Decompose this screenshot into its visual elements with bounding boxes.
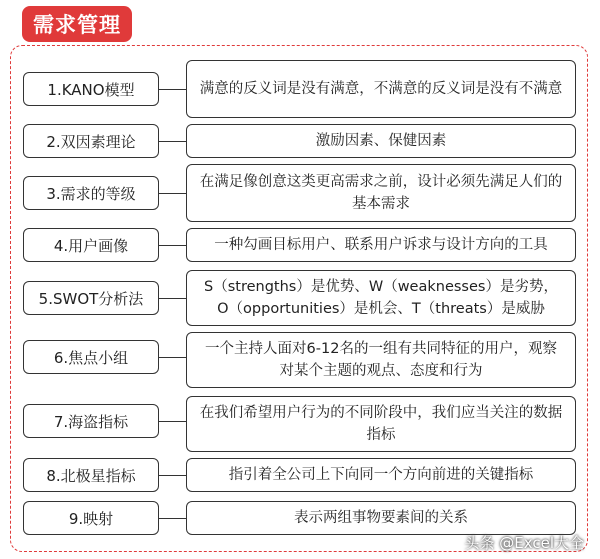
connector-line [159,475,186,476]
concept-label: 7.海盗指标 [23,404,159,438]
connector-line [159,141,186,142]
concept-description: S（strengths）是优势、W（weaknesses）是劣势，O（opportunities）是机会、T（threats）是威胁 [186,270,576,326]
concept-description: 在我们希望用户行为的不同阶段中，我们应当关注的数据指标 [186,396,576,452]
concept-description: 在满足像创意这类更高需求之前，设计必须先满足人们的基本需求 [186,164,576,222]
concept-description: 激励因素、保健因素 [186,124,576,158]
concept-description: 满意的反义词是没有满意，不满意的反义词是没有不满意 [186,60,576,118]
concept-label: 1.KANO模型 [23,72,159,106]
connector-line [159,193,186,194]
connector-line [159,245,186,246]
concept-label: 3.需求的等级 [23,176,159,210]
concept-label: 4.用户画像 [23,228,159,262]
concept-label: 2.双因素理论 [23,124,159,158]
connector-line [159,421,186,422]
concept-label: 6.焦点小组 [23,340,159,374]
concept-description: 一种勾画目标用户、联系用户诉求与设计方向的工具 [186,228,576,262]
watermark-text: 头条 @Excel大全 [464,534,584,552]
concept-description: 一个主持人面对6-12名的一组有共同特征的用户，观察对某个主题的观点、态度和行为 [186,332,576,388]
connector-line [159,518,186,519]
concept-description: 表示两组事物要素间的关系 [186,501,576,535]
connector-line [159,89,186,90]
connector-line [159,298,186,299]
concept-label: 5.SWOT分析法 [23,281,159,315]
diagram-title: 需求管理 [22,6,132,42]
concept-label: 9.映射 [23,501,159,535]
connector-line [159,357,186,358]
concept-label: 8.北极星指标 [23,458,159,492]
concept-description: 指引着全公司上下向同一个方向前进的关键指标 [186,458,576,492]
